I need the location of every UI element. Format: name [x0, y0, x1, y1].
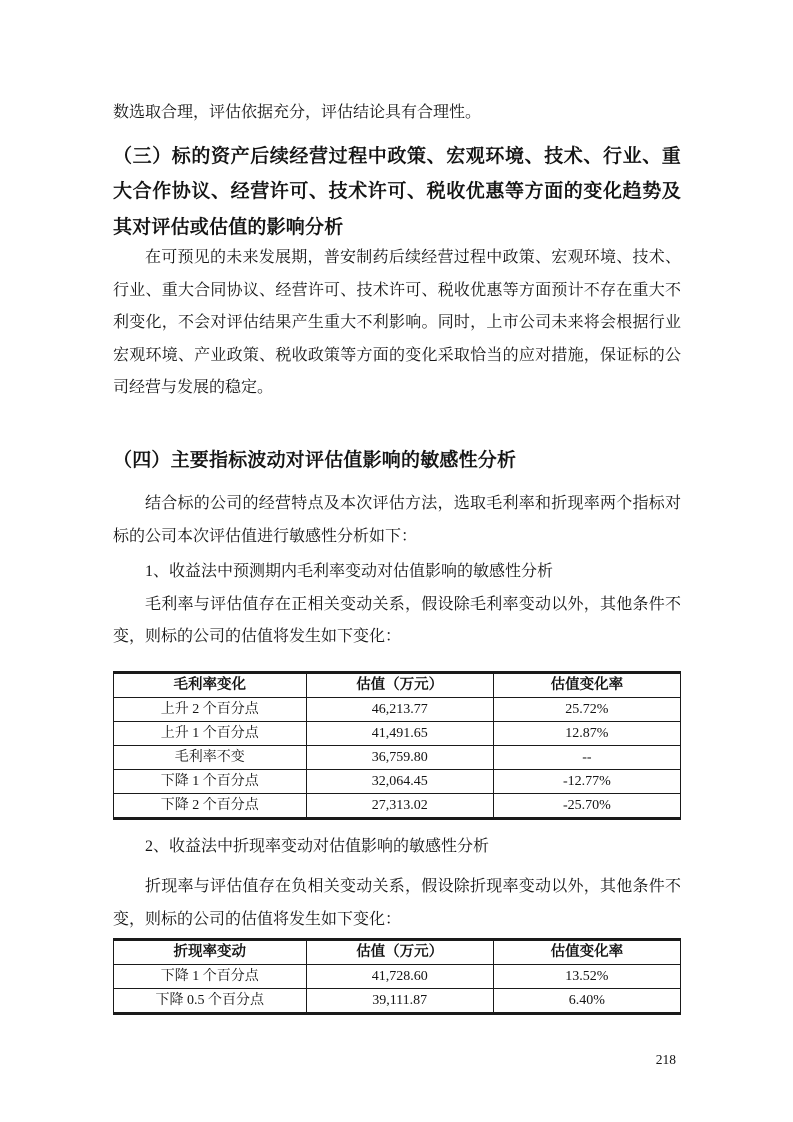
section-3-paragraph: 在可预见的未来发展期，普安制药后续经营过程中政策、宏观环境、技术、行业、重大合同协议、经营许可、技术许可、税收优惠等方面预计不存在重大不利变化，不会对评估结果产生重大不利影响。同时，上市公司未来将会根据行业宏观环境、产业政策、税收政策等方面的变化采取恰当的应对措施，保证标的公司经营与发展的稳定。 — [113, 249, 681, 396]
table-cell: 6.40% — [493, 989, 680, 1014]
table-header-cell: 估值变化率 — [493, 940, 680, 965]
table-cell: 12.87% — [493, 721, 680, 745]
section-3-heading: （三）标的资产后续经营过程中政策、宏观环境、技术、行业、重大合作协议、经营许可、技术许可、税收优惠等方面的变化趋势及其对评估或估值的影响分析 — [113, 145, 681, 238]
table-cell: 32,064.45 — [306, 769, 493, 793]
table-cell: 46,213.77 — [306, 697, 493, 721]
table-cell: 上升 1 个百分点 — [114, 721, 307, 745]
table-row — [114, 745, 681, 769]
gross-margin-sensitivity-table — [113, 671, 681, 820]
table-row — [114, 697, 681, 721]
table-cell: 下降 1 个百分点 — [114, 769, 307, 793]
table-cell: 下降 2 个百分点 — [114, 793, 307, 818]
table-cell: 毛利率不变 — [114, 745, 307, 769]
table-cell: -- — [493, 745, 680, 769]
table-header-cell: 毛利率变化 — [114, 672, 307, 697]
table-cell: 下降 0.5 个百分点 — [114, 989, 307, 1014]
table-header-cell: 折现率变动 — [114, 940, 307, 965]
table-cell: 上升 2 个百分点 — [114, 697, 307, 721]
table-row — [114, 965, 681, 989]
table-cell: -25.70% — [493, 793, 680, 818]
table-cell: 27,313.02 — [306, 793, 493, 818]
page-number: 218 — [655, 1052, 676, 1067]
table-cell: 36,759.80 — [306, 745, 493, 769]
section-4-intro-paragraph: 结合标的公司的经营特点及本次评估方法，选取毛利率和折现率两个指标对标的公司本次评估值进行敏感性分析如下： — [113, 495, 681, 545]
table-cell: 39,111.87 — [306, 989, 493, 1014]
table-header-cell: 估值（万元） — [306, 672, 493, 697]
item-2-title: 2、收益法中折现率变动对估值影响的敏感性分析 — [145, 837, 490, 855]
item-1-paragraph: 毛利率与评估值存在正相关变动关系，假设除毛利率变动以外，其他条件不变，则标的公司的估值将发生如下变化： — [113, 595, 681, 645]
table-cell: 13.52% — [493, 965, 680, 989]
table-header-cell: 估值变化率 — [493, 672, 680, 697]
section-4-heading: （四）主要指标波动对评估值影响的敏感性分析 — [113, 449, 517, 471]
table-header-row — [114, 672, 681, 697]
table-cell: 25.72% — [493, 697, 680, 721]
table-cell: -12.77% — [493, 769, 680, 793]
table-row — [114, 989, 681, 1014]
table-header-cell: 估值（万元） — [306, 940, 493, 965]
table-cell: 41,728.60 — [306, 965, 493, 989]
table-row — [114, 769, 681, 793]
item-1-title: 1、收益法中预测期内毛利率变动对估值影响的敏感性分析 — [145, 563, 554, 580]
continuation-paragraph: 数选取合理，评估依据充分，评估结论具有合理性。 — [113, 104, 482, 121]
table-cell: 下降 1 个百分点 — [114, 965, 307, 989]
table-cell: 41,491.65 — [306, 721, 493, 745]
table-header-row — [114, 940, 681, 965]
discount-rate-sensitivity-table — [113, 938, 681, 1015]
table-row — [114, 793, 681, 818]
table-row — [114, 721, 681, 745]
item-2-paragraph: 折现率与评估值存在负相关变动关系，假设除折现率变动以外，其他条件不变，则标的公司的估值将发生如下变化： — [113, 878, 681, 928]
